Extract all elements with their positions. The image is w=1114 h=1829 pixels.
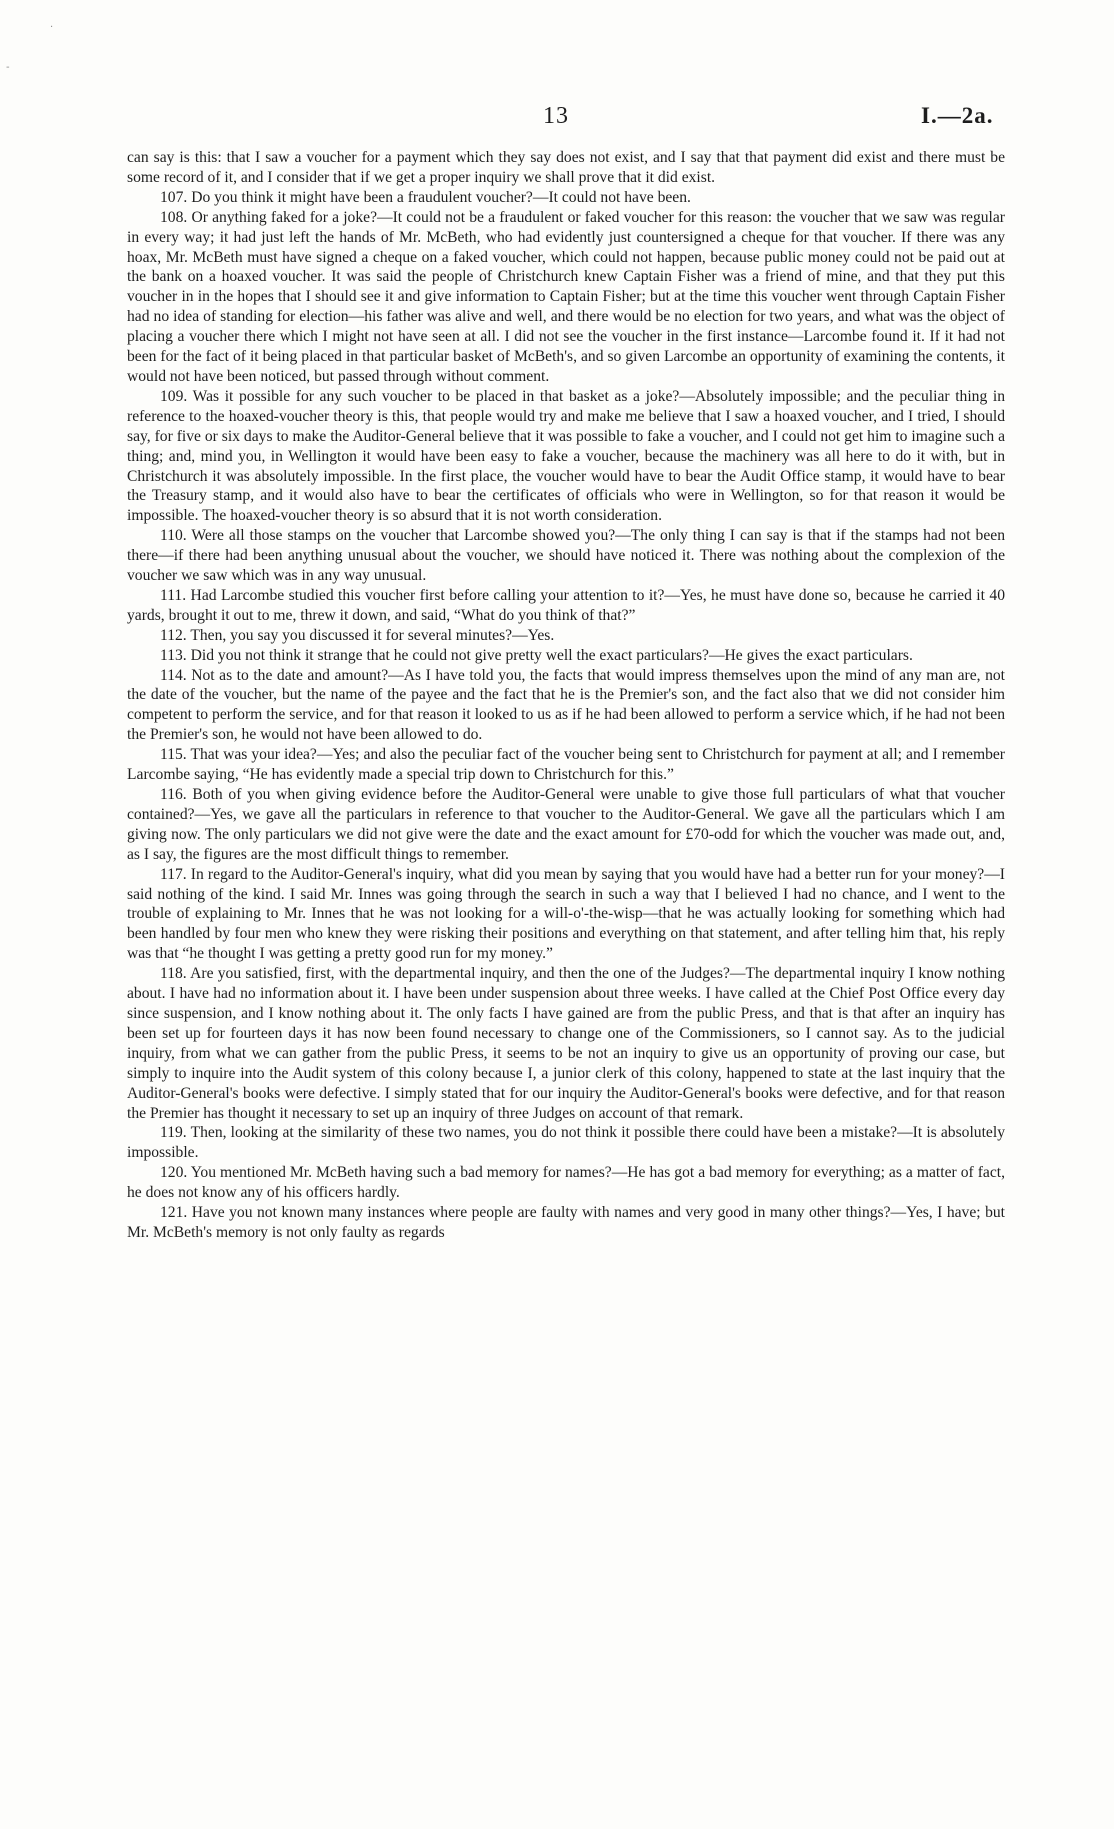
question-116: 116. Both of you when giving evidence before the Auditor-General were unable to give those full particulars of what that voucher contained?—Yes, we gave all the particulars in reference to that voucher to the Auditor-General. We gave all the particulars which I am giving now. The only particulars we did not give were the date and the exact amount for £70-odd for which the voucher was made out, and, as I say, the figures are the most difficult things to remember. [127,786,1005,863]
question-109: 109. Was it possible for any such voucher to be placed in that basket as a joke?—Absolutely impossible; and the peculiar thing in reference to the hoaxed-voucher theory is this, that people would try and make me believe that I saw a hoaxed voucher, and I tried, I should say, for five or six days to make the Auditor-General believe that it was possible to fake a voucher, and I could not get him to imagine such a thing; and, mind you, in Wellington it would have been easy to fake a voucher, because the machinery was all here to do it with, but in Christchurch it was absolutely impossible. In the first place, the voucher would have to bear the Audit Office stamp, it would have to bear the Treasury stamp, and it would also have to bear the certificates of officials who were in Wellington, so for that reason it would be impossible. The hoaxed-voucher theory is so absurd that it is not worth consideration. [127,387,1005,525]
question-113: 113. Did you not think it strange that he could not give pretty well the exact particulars?—He gives the exact particulars. [160,646,913,664]
page-header [0,103,1114,133]
question-112: 112. Then, you say you discussed it for several minutes?—Yes. [160,626,555,644]
question-119: 119. Then, looking at the similarity of these two names, you do not think it possible there could have been a mistake?—It is absolutely impossible. [127,1124,1005,1162]
question-118: 118. Are you satisfied, first, with the departmental inquiry, and then the one of the Judges?—The departmental inquiry I know nothing about. I have had no information about it. I have been under suspension about three weeks. I have called at the Chief Post Office every day since suspension, and I know nothing about it. The only facts I have gained are from the public Press, and that is that after an inquiry has been set up for fourteen days it has now been found necessary to change one of the Commissioners, so I cannot say. As to the judicial inquiry, from what we can gather from the public Press, it seems to be not an inquiry to give us an opportunity of proving our case, but simply to inquire into the Audit system of this colony because I, a junior clerk of this colony, happened to state at the last inquiry that the Auditor-General's books were defective. I simply stated that for our inquiry the Auditor-General's books were defective, and for that reason the Premier has thought it necessary to set up an inquiry of three Judges on account of that remark. [127,965,1005,1122]
question-121: 121. Have you not known many instances where people are faulty with names and very good in many other things?—Yes, I have; but Mr. McBeth's memory is not only faulty as regards [127,1204,1005,1241]
question-115: 115. That was your idea?—Yes; and also the peculiar fact of the voucher being sent to Christchurch for payment at all; and I remember Larcombe saying, “He has evidently made a special trip down to Christchurch for this.” [127,746,1005,784]
document-reference: I.—2a. [921,103,994,128]
question-107: 107. Do you think it might have been a fraudulent voucher?—It could not have been. [160,188,691,206]
scan-mark-icon: - [6,62,10,73]
question-108: 108. Or anything faked for a joke?—It could not be a fraudulent or faked voucher for this reason: the voucher that we saw was regular in every way; it had just left the hands of Mr. McBeth, who had evidently just countersigned a cheque for that voucher. If there was any hoax, Mr. McBeth must have signed a cheque on a faked voucher, which could not happen, because public money could not be paid out at the bank on a hoaxed voucher. It was said the people of Christchurch knew Captain Fisher was a friend of mine, and that they put this voucher in in the hopes that I should see it and give information to Captain Fisher; but at the time this voucher went through Captain Fisher had no idea of standing for election—his father was alive and well, and there would be no election for two years, and what was the object of placing a voucher there which I might not have seen at all. I did not see the voucher in the first instance—Larcombe found it. If it had not been for the fact of it being placed in that particular basket of McBeth's, and so given Larcombe an opportunity of examining the contents, it would not have been noticed, but passed through without comment. [127,208,1005,385]
question-110: 110. Were all those stamps on the voucher that Larcombe showed you?—The only thing I can say is that if the stamps had not been there—if there had been anything unusual about the voucher, we should have noticed it. There was nothing about the complexion of the voucher we saw which was in any way unusual. [127,527,1005,585]
page-number: 13 [543,103,569,129]
question-111: 111. Had Larcombe studied this voucher first before calling your attention to it?—Yes, he must have done so, because he carried it 40 yards, brought it out to me, threw it down, and said, “What do you think of that?” [127,586,1005,624]
paragraph-continuation: can say is this: that I saw a voucher for a payment which they say does not exist, and I say that that payment did exist and there must be some record of it, and I consider that if we get a proper inquiry we shall prove that it did exist. [127,149,1005,186]
question-120: 120. You mentioned Mr. McBeth having such a bad memory for names?—He has got a bad memory for everything; as a matter of fact, he does not know any of his officers hardly. [127,1164,1005,1202]
document-body [127,148,1005,1243]
question-117: 117. In regard to the Auditor-General's inquiry, what did you mean by saying that you would have had a better run for your money?—I said nothing of the kind. I said Mr. Innes was going through the search in such a way that I believed I had no chance, and I went to the trouble of explaining to Mr. Innes that he was not looking for a will-o'-the-wisp—that he was actually looking for something which had been handled by four men who knew they were risking their positions and everything on that statement, and after telling him that, his reply was that “he thought I was getting a pretty good run for my money.” [127,865,1005,963]
question-114: 114. Not as to the date and amount?—As I have told you, the facts that would impress themselves upon the mind of any man are, not the date of the voucher, but the name of the payee and the fact that he is the Premier's son, and the fact also that we did not consider him competent to perform the service, and for that reason it looked to us as if he had been allowed to perform a service which, if he had not been the Premier's son, he would not have been allowed to do. [127,666,1005,744]
scan-mark-icon: · [50,22,54,33]
